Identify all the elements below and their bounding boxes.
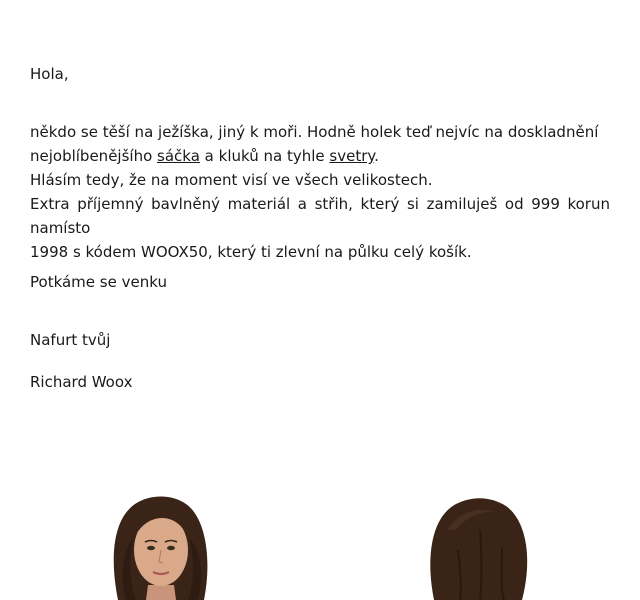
- sign-off: Nafurt tvůj: [30, 331, 111, 349]
- greeting: Hola,: [30, 65, 69, 83]
- model-front-illustration: [100, 490, 220, 600]
- jacket-link[interactable]: sáčka: [157, 147, 200, 165]
- product-photos: [0, 490, 640, 600]
- model-front-photo[interactable]: [100, 490, 220, 600]
- sweaters-link[interactable]: svetry: [329, 147, 375, 165]
- paragraph-line-4-text: Extra příjemný bavlněný materiál a střih, který si zamiluješ od 999 korun namísto: [30, 195, 610, 237]
- model-back-photo[interactable]: [418, 490, 538, 600]
- paragraph-line-1-text: někdo se těší na ježíška, jiný k moři. Hodně holek teď nejvíc na doskladnění: [30, 123, 599, 141]
- paragraph-line-2-start: nejoblíbenějšího: [30, 147, 158, 165]
- paragraph-line-1: [30, 120, 610, 144]
- paragraph-line-2-end: .: [374, 147, 379, 165]
- paragraph-line-2: [30, 144, 610, 168]
- paragraph-line-5: 1998 s kódem WOOX50, který ti zlevní na půlku celý košík.: [30, 243, 472, 261]
- paragraph-line-3: Hlásím tedy, že na moment visí ve všech velikostech.: [30, 171, 433, 189]
- paragraph-line-2-middle: a kluků na tyhle: [199, 147, 330, 165]
- paragraph-line-4: [30, 192, 610, 240]
- model-back-illustration: [418, 490, 538, 600]
- message-paragraph: [30, 120, 610, 264]
- meet-outside-text: Potkáme se venku: [30, 273, 167, 291]
- signature: Richard Woox: [30, 373, 133, 391]
